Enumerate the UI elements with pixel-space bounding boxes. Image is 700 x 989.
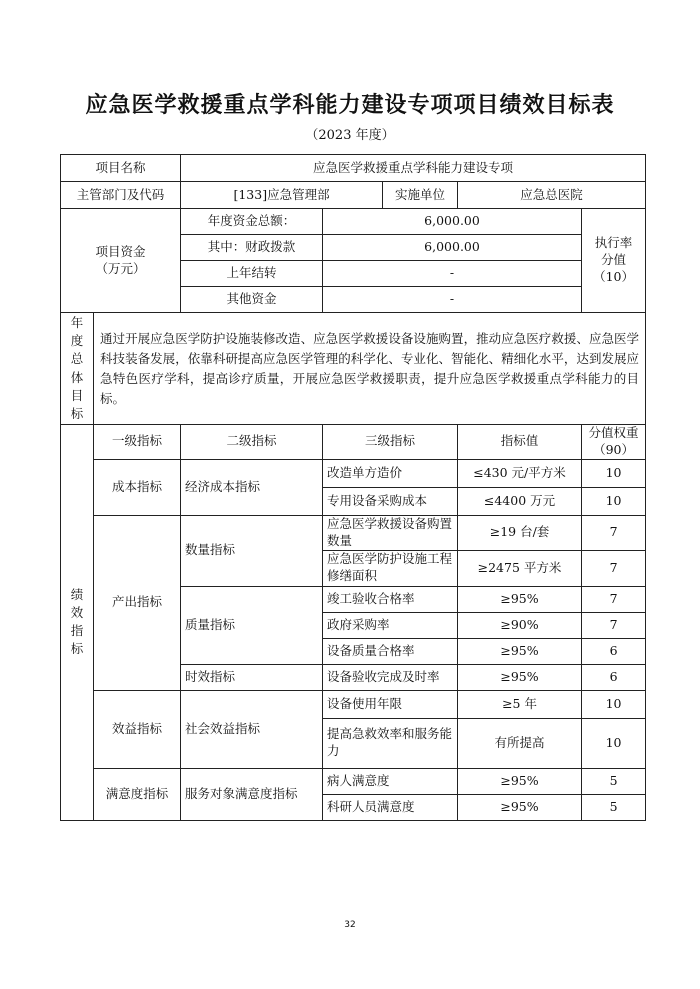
level1-satisfaction: 满意度指标 (94, 768, 181, 820)
level3-indicator: 政府采购率 (323, 612, 458, 638)
level3-indicator: 科研人员满意度 (323, 794, 458, 820)
indicator-weight: 6 (582, 664, 646, 690)
funds-row-label: 其中：财政拨款 (181, 235, 323, 261)
level3-indicator: 专用设备采购成本 (323, 487, 458, 515)
header-level2: 二级指标 (181, 425, 323, 460)
level3-indicator: 设备使用年限 (323, 690, 458, 718)
performance-target-table (60, 154, 646, 821)
level2-quantity: 数量指标 (181, 515, 323, 586)
dept-label: 主管部门及代码 (61, 182, 181, 209)
indicator-value: ≥19 台/套 (458, 515, 582, 550)
level2-economic-cost: 经济成本指标 (181, 459, 323, 515)
indicator-value: ≥2475 平方米 (458, 550, 582, 586)
indicator-value: ≥95% (458, 768, 582, 794)
funds-row-value: 6,000.00 (323, 209, 582, 235)
goal-label: 年 度 总 体 目 标 (61, 313, 94, 425)
page-number: 32 (344, 920, 356, 930)
level3-indicator: 改造单方造价 (323, 459, 458, 487)
level1-cost: 成本指标 (94, 459, 181, 515)
indicator-weight: 10 (582, 690, 646, 718)
funds-row-value: - (323, 287, 582, 313)
project-name-value: 应急医学救援重点学科能力建设专项 (181, 155, 646, 182)
level2-quality: 质量指标 (181, 586, 323, 664)
indicator-weight: 6 (582, 638, 646, 664)
level3-indicator: 应急医学防护设施工程修缮面积 (323, 550, 458, 586)
level2-service-satisfaction: 服务对象满意度指标 (181, 768, 323, 820)
level2-timeliness: 时效指标 (181, 664, 323, 690)
indicator-weight: 10 (582, 487, 646, 515)
level3-indicator: 应急医学救援设备购置数量 (323, 515, 458, 550)
impl-unit-value: 应急总医院 (458, 182, 646, 209)
indicator-value: ≥95% (458, 638, 582, 664)
dept-value: [133]应急管理部 (181, 182, 383, 209)
level1-output: 产出指标 (94, 515, 181, 690)
indicator-weight: 10 (582, 718, 646, 768)
header-weight: 分值权重 （90） (582, 425, 646, 460)
impl-unit-label: 实施单位 (383, 182, 458, 209)
indicator-weight: 5 (582, 768, 646, 794)
indicator-weight: 7 (582, 586, 646, 612)
indicator-weight: 10 (582, 459, 646, 487)
header-value: 指标值 (458, 425, 582, 460)
indicator-value: ≥95% (458, 586, 582, 612)
level3-indicator: 设备质量合格率 (323, 638, 458, 664)
funds-row-label: 年度资金总额： (181, 209, 323, 235)
goal-text: 通过开展应急医学防护设施装修改造、应急医学救援设备设施购置，推动应急医疗救援、应急医学科技装备发展，依靠科研提高应急医学管理的科学化、专业化、智能化、精细化水平，达到发展应急特色医疗学科，提高诊疗质量，开展应急医学救援职责，提升应急医学救援重点学科能力的目标。 (94, 313, 646, 425)
indicator-value: ≤430 元/平方米 (458, 459, 582, 487)
fiscal-year: （2023 年度） (305, 128, 395, 143)
indicator-weight: 7 (582, 550, 646, 586)
indicator-value: ≥95% (458, 664, 582, 690)
indicator-weight: 7 (582, 612, 646, 638)
level2-social-benefit: 社会效益指标 (181, 690, 323, 768)
page-title: 应急医学救援重点学科能力建设专项项目绩效目标表 (85, 93, 615, 118)
project-name-label: 项目名称 (61, 155, 181, 182)
indicator-value: ≥90% (458, 612, 582, 638)
indicator-weight: 7 (582, 515, 646, 550)
indicator-value: ≥5 年 (458, 690, 582, 718)
header-level3: 三级指标 (323, 425, 458, 460)
funds-row-label: 其他资金 (181, 287, 323, 313)
exec-rate-label: 执行率 分值（10） (582, 209, 646, 313)
funds-row-value: - (323, 261, 582, 287)
indicator-value: 有所提高 (458, 718, 582, 768)
indicators-label: 绩 效 指 标 (61, 425, 94, 821)
indicator-weight: 5 (582, 794, 646, 820)
funds-row-value: 6,000.00 (323, 235, 582, 261)
funds-row-label: 上年结转 (181, 261, 323, 287)
level3-indicator: 提高急救效率和服务能力 (323, 718, 458, 768)
indicator-value: ≥95% (458, 794, 582, 820)
level1-benefit: 效益指标 (94, 690, 181, 768)
funds-label: 项目资金 （万元） (61, 209, 181, 313)
level3-indicator: 设备验收完成及时率 (323, 664, 458, 690)
indicator-value: ≤4400 万元 (458, 487, 582, 515)
level3-indicator: 病人满意度 (323, 768, 458, 794)
header-level1: 一级指标 (94, 425, 181, 460)
level3-indicator: 竣工验收合格率 (323, 586, 458, 612)
